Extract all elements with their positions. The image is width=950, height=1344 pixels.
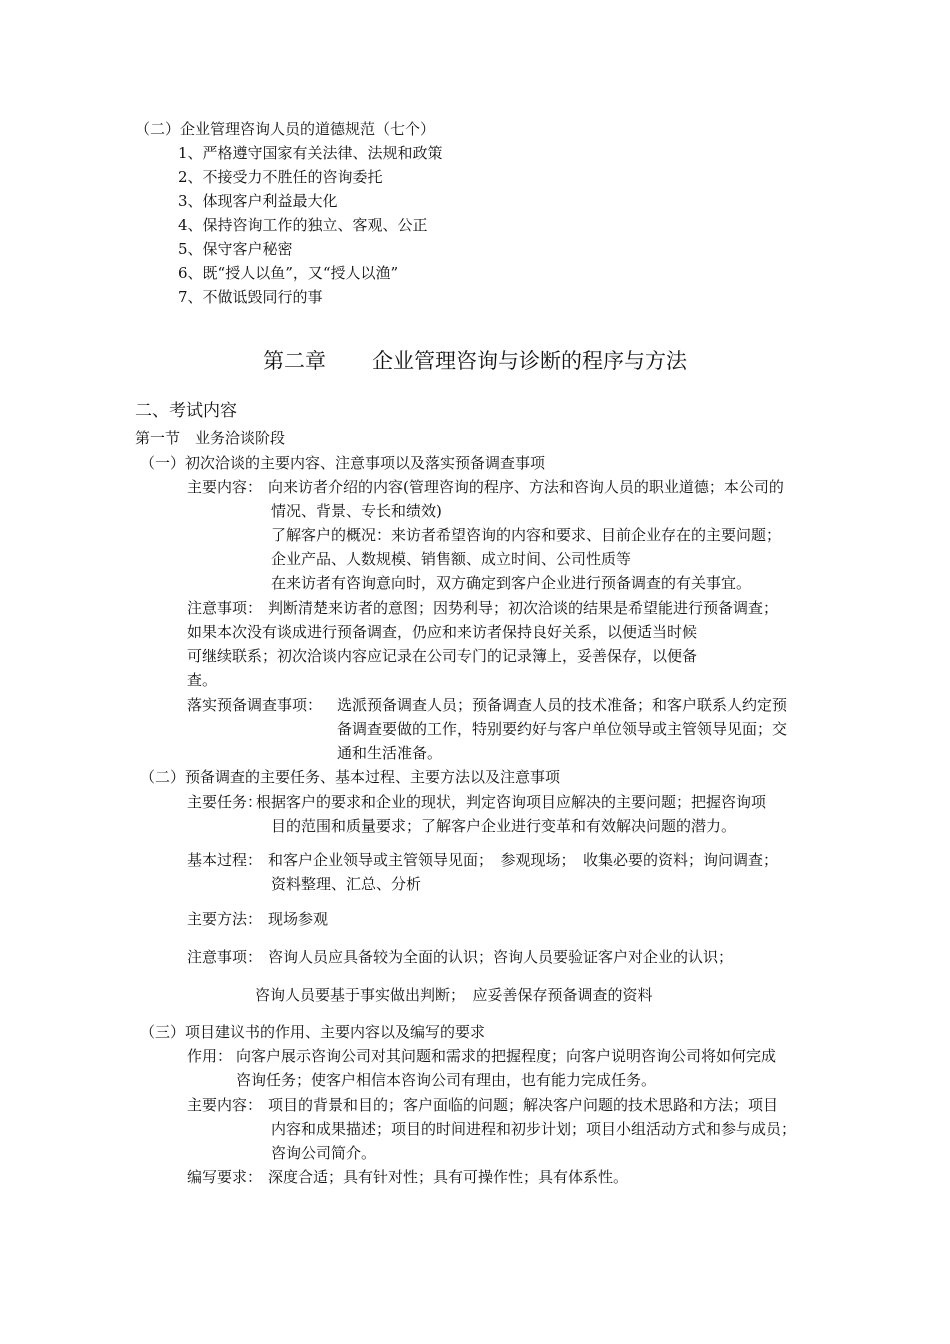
part1-heading: （一）初次洽谈的主要内容、注意事项以及落实预备调查事项 bbox=[140, 454, 546, 472]
list-item: 3、体现客户利益最大化 bbox=[178, 192, 338, 210]
part2-method-text: 现场参观 bbox=[268, 910, 329, 928]
part1-note-label: 注意事项： bbox=[187, 599, 263, 617]
part1-prep-line: 选派预备调查人员；预备调查人员的技术准备；和客户联系人约定预 bbox=[337, 696, 788, 714]
part3-req-label: 编写要求： bbox=[187, 1168, 263, 1186]
part2-method-label: 主要方法： bbox=[187, 910, 263, 928]
part2-note-label: 注意事项： bbox=[187, 948, 263, 966]
part3-content-line: 项目的背景和目的；客户面临的问题；解决客户问题的技术思路和方法；项目 bbox=[268, 1096, 779, 1114]
list-item: 1、严格遵守国家有关法律、法规和政策 bbox=[178, 144, 443, 162]
part2-process-line: 资料整理、汇总、分析 bbox=[271, 875, 422, 893]
list-item: 5、保守客户秘密 bbox=[178, 240, 293, 258]
part2-task-label: 主要任务： bbox=[187, 793, 263, 811]
part2-note-text: 咨询人员应具备较为全面的认识；咨询人员要验证客户对企业的认识； bbox=[268, 948, 734, 966]
part3-heading: （三）项目建议书的作用、主要内容以及编写的要求 bbox=[140, 1023, 486, 1041]
part1-main-line: 了解客户的概况：来访者希望咨询的内容和要求、目前企业存在的主要问题； bbox=[271, 526, 782, 544]
part1-main-line: 向来访者介绍的内容(管理咨询的程序、方法和咨询人员的职业道德；本公司的 bbox=[268, 478, 784, 496]
section-title: 第一节 业务洽谈阶段 bbox=[135, 429, 286, 447]
part3-role-line: 咨询任务；使客户相信本咨询公司有理由，也有能力完成任务。 bbox=[236, 1071, 657, 1089]
part1-note-line: 可继续联系；初次洽谈内容应记录在公司专门的记录簿上，妥善保存，以便备 bbox=[187, 647, 698, 665]
part1-main-line: 企业产品、人数规模、销售额、成立时间、公司性质等 bbox=[271, 550, 632, 568]
ethics-heading: （二）企业管理咨询人员的道德规范（七个） bbox=[135, 120, 436, 138]
list-item: 7、不做诋毁同行的事 bbox=[178, 288, 323, 306]
ethics-list bbox=[178, 141, 443, 309]
part3-content-line: 咨询公司简介。 bbox=[271, 1144, 377, 1162]
part2-heading: （二）预备调查的主要任务、基本过程、主要方法以及注意事项 bbox=[140, 768, 561, 786]
part2-process-label: 基本过程： bbox=[187, 851, 263, 869]
part1-main-line: 情况、背景、专长和绩效) bbox=[271, 502, 442, 520]
part1-prep-label: 落实预备调查事项： bbox=[187, 696, 323, 714]
part3-role-label: 作用： bbox=[187, 1047, 233, 1065]
part2-note-text: 咨询人员要基于事实做出判断； 应妥善保存预备调查的资料 bbox=[255, 986, 653, 1004]
part1-note-line: 如果本次没有谈成进行预备调查，仍应和来访者保持良好关系，以便适当时候 bbox=[187, 623, 698, 641]
chapter-title bbox=[0, 346, 950, 376]
part3-content-label: 主要内容： bbox=[187, 1096, 263, 1114]
list-item: 4、保持咨询工作的独立、客观、公正 bbox=[178, 216, 428, 234]
list-item: 2、不接受力不胜任的咨询委托 bbox=[178, 168, 383, 186]
chapter-number: 第二章 bbox=[263, 349, 326, 373]
part3-role-line: 向客户展示咨询公司对其问题和需求的把握程度；向客户说明咨询公司将如何完成 bbox=[236, 1047, 777, 1065]
part1-note-line: 查。 bbox=[187, 671, 218, 689]
part1-main-line: 在来访者有咨询意向时，双方确定到客户企业进行预备调查的有关事宜。 bbox=[271, 574, 752, 592]
part1-prep-line: 通和生活准备。 bbox=[337, 744, 443, 762]
exam-heading: 二、考试内容 bbox=[135, 401, 237, 421]
part2-task-line: 目的范围和质量要求；了解客户企业进行变革和有效解决问题的潜力。 bbox=[271, 817, 737, 835]
part1-prep-line: 备调查要做的工作，特别要约好与客户单位领导或主管领导见面；交 bbox=[337, 720, 788, 738]
part3-content-line: 内容和成果描述；项目的时间进程和初步计划；项目小组活动方式和参与成员； bbox=[271, 1120, 797, 1138]
part2-task-line: 根据客户的要求和企业的现状，判定咨询项目应解决的主要问题；把握咨询项 bbox=[256, 793, 767, 811]
part1-main-label: 主要内容： bbox=[187, 478, 263, 496]
list-item: 6、既“授人以鱼”，又“授人以渔” bbox=[178, 264, 399, 282]
part2-process-line: 和客户企业领导或主管领导见面； 参观现场； 收集必要的资料；询问调查； bbox=[268, 851, 779, 869]
chapter-name: 企业管理咨询与诊断的程序与方法 bbox=[372, 349, 687, 373]
part1-note-line: 判断清楚来访者的意图；因势利导；初次洽谈的结果是希望能进行预备调查； bbox=[268, 599, 779, 617]
part3-req-text: 深度合适；具有针对性；具有可操作性；具有体系性。 bbox=[268, 1168, 629, 1186]
